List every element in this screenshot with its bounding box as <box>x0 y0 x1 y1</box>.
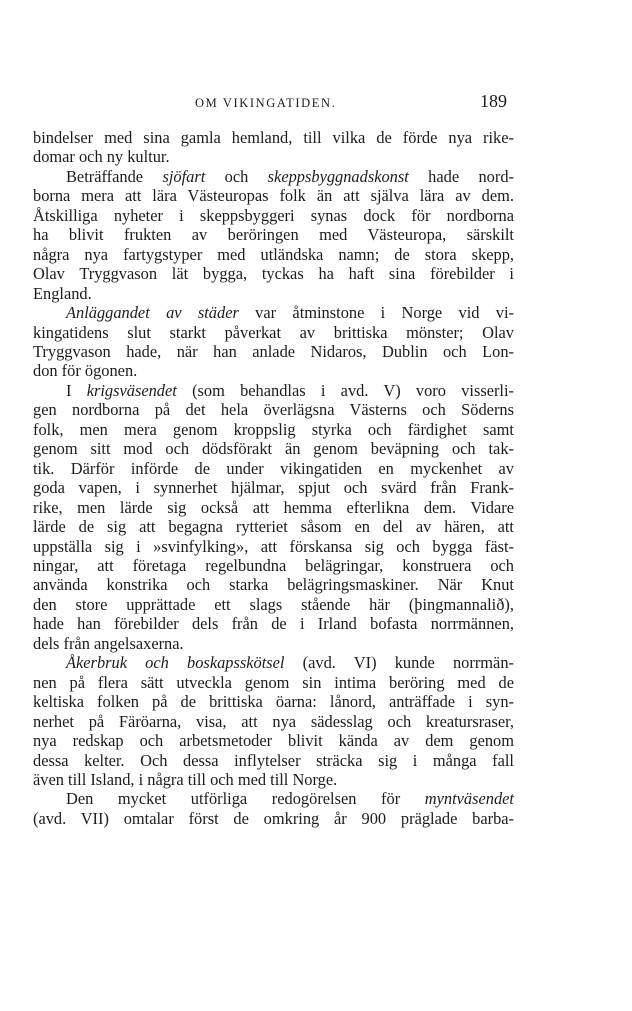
text-run: Den mycket utförliga redogörelsen för <box>66 789 425 809</box>
text-line <box>33 186 514 205</box>
text-run: rike, men lärde sig också att hemma efterlikna dem. Vidare <box>33 497 514 517</box>
text-line <box>33 361 514 380</box>
text-run: Beträffande <box>66 166 163 186</box>
text-run: nen på flera sätt utveckla genom sin intima beröring med de <box>33 672 514 692</box>
italic-term: Anläggandet av städer <box>66 303 239 323</box>
text-run: domar och ny kultur. <box>33 147 170 167</box>
text-line <box>33 556 514 575</box>
text-line <box>33 712 514 731</box>
text-run: dessa kelter. Och dessa inflytelser sträcka sig i många fall <box>33 750 514 770</box>
text-line <box>33 264 514 283</box>
text-line <box>33 614 514 633</box>
text-line <box>33 751 514 770</box>
text-run: (avd. VI) kunde norrmän- <box>284 653 514 673</box>
text-line <box>33 381 514 400</box>
text-line <box>33 537 514 556</box>
text-run: dels från angelsaxerna. <box>33 633 184 653</box>
italic-term: Åkerbruk och boskapsskötsel <box>66 653 285 673</box>
text-line <box>33 323 514 342</box>
text-run: Olav Tryggvason lät bygga, tyckas ha haft sina förebilder i <box>33 264 514 284</box>
text-run: uppställa sig i »svinfylking», att förskansa sig och bygga fäst- <box>33 536 514 556</box>
text-line <box>33 439 514 458</box>
text-line <box>33 147 514 166</box>
text-line <box>33 731 514 750</box>
text-line <box>33 303 514 322</box>
text-line <box>33 692 514 711</box>
text-line <box>33 770 514 789</box>
text-run: bindelser med sina gamla hemland, till vilka de förde nya rike- <box>33 128 514 147</box>
text-run: nya redskap och arbetsmetoder blivit kända av dem genom <box>33 731 514 751</box>
text-run: England. <box>33 283 92 303</box>
text-run: don för ögonen. <box>33 361 138 381</box>
text-run: borna mera att lära Västeuropas folk än att själva lära av dem. <box>33 186 514 206</box>
text-line <box>33 225 514 244</box>
text-run: den store upprättade ett slags stående här (þingmannalið), <box>33 594 514 614</box>
text-run: I <box>66 380 87 400</box>
running-title: OM VIKINGATIDEN. <box>195 96 337 110</box>
text-run: nerhet på Färöarna, visa, att nya sädesslag och kreatursraser, <box>33 711 514 731</box>
text-run: Tryggvason hade, när han anlade Nidaros, Dublin och Lon- <box>33 341 514 361</box>
text-run: några nya fartygstyper med utländska namn; de stora skepp, <box>33 244 514 264</box>
text-run: folk, men mera genom kroppslig styrka och färdighet samt <box>33 419 514 439</box>
italic-term: krigsväsendet <box>86 380 177 400</box>
text-run: Åtskilliga nyheter i skeppsbyggeri synas dock för nordborna <box>33 205 514 225</box>
page-number: 189 <box>480 91 507 111</box>
text-run: var åtminstone i Norge vid vi- <box>238 303 515 323</box>
text-line <box>33 595 514 614</box>
italic-term: sjöfart <box>162 166 206 186</box>
text-run: hade nord- <box>408 166 514 186</box>
text-line <box>33 673 514 692</box>
text-line <box>33 167 514 186</box>
italic-term: skeppsbyggnadskonst <box>267 166 409 186</box>
text-line <box>33 459 514 478</box>
text-line <box>33 575 514 594</box>
body-text <box>33 128 514 828</box>
text-line <box>33 809 514 828</box>
text-run: gen nordborna på det hela överlägsna Västerns och Söderns <box>33 400 514 420</box>
text-line <box>33 245 514 264</box>
text-run: (avd. VII) omtalar först de omkring år 900 präglade barba- <box>33 808 514 828</box>
text-run: använda konstrika och starka belägringsmaskiner. När Knut <box>33 575 514 595</box>
text-run: kingatidens slut starkt påverkat av brittiska mönster; Olav <box>33 322 514 342</box>
text-run: ningar, att företaga regelbundna belägringar, konstruera och <box>33 555 514 575</box>
text-line <box>33 498 514 517</box>
text-line <box>33 517 514 536</box>
text-line <box>33 634 514 653</box>
text-line <box>33 400 514 419</box>
text-run: och <box>205 166 268 186</box>
text-line <box>33 420 514 439</box>
italic-term: myntväsendet <box>424 789 514 809</box>
text-run: keltiska folken på de brittiska öarna: lånord, anträffade i syn- <box>33 692 514 712</box>
text-line <box>33 478 514 497</box>
text-run: ha blivit frukten av beröringen med Västeuropa, särskilt <box>33 225 514 245</box>
text-line <box>33 789 514 808</box>
text-line <box>33 653 514 672</box>
text-line <box>33 206 514 225</box>
text-line <box>33 128 514 147</box>
text-run: tik. Därför införde de under vikingatiden en myckenhet av <box>33 458 514 478</box>
text-run: lärde de sig att begagna rytteriet såsom en del av hären, att <box>33 517 514 537</box>
text-run: goda vapen, i synnerhet hjälmar, spjut och svärd från Frank- <box>33 478 514 498</box>
text-line <box>33 284 514 303</box>
text-run: (som behandlas i avd. V) voro visserli- <box>176 380 514 400</box>
text-run: hade han förebilder dels från de i Irland bofasta norrmännen, <box>33 614 514 634</box>
text-line <box>33 342 514 361</box>
text-run: även till Island, i några till och med till Norge. <box>33 769 338 789</box>
text-run: genom sitt mod och dödsförakt än genom beväpning och tak- <box>33 439 514 459</box>
